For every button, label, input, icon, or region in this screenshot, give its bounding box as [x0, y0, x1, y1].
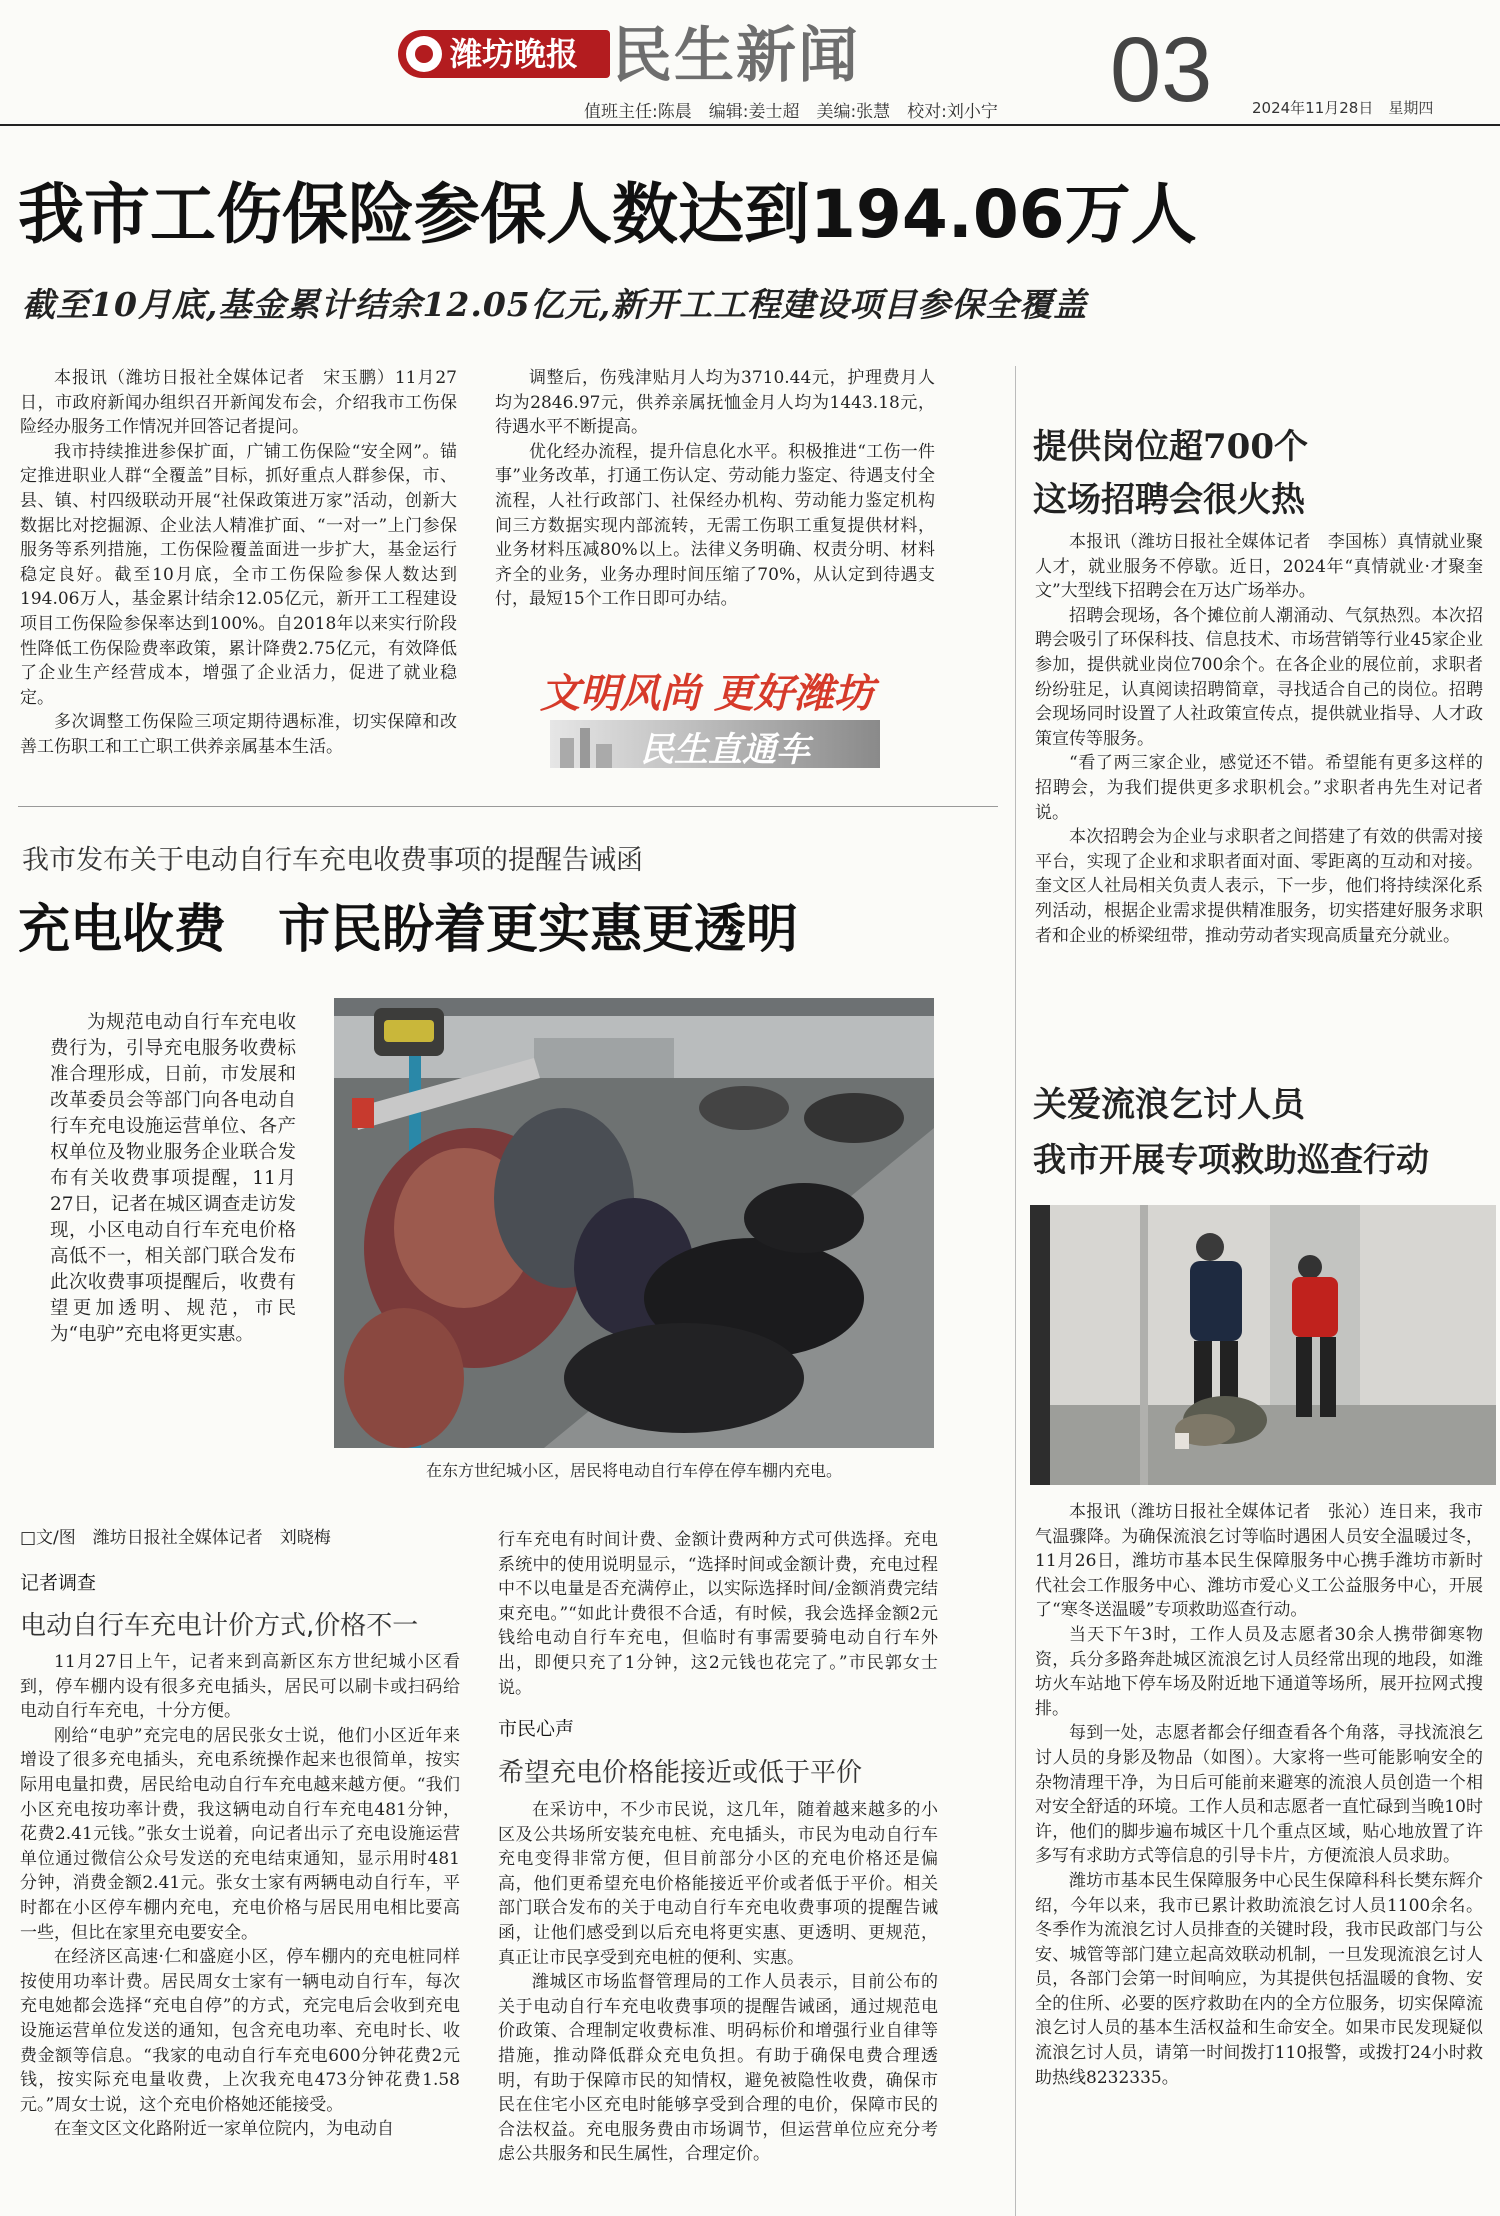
editor-credits: 值班主任:陈晨 编辑:姜士超 美编:张慧 校对:刘小宁	[584, 102, 998, 122]
ebike-column-2a	[498, 1528, 938, 1698]
paragraph: 潍坊市基本民生保障服务中心民生保障科科长樊东辉介绍，今年以来，我市已累计救助流浪乞讨人员1100余名。冬季作为流浪乞讨人员排查的关键时段，我市民政部门与公安、城管等部门建立起高效联动机制，一旦发现流浪乞讨人员，各部门会第一时间响应，为其提供包括温暖的食物、安全的住所、必要的医疗救助在内的全方位服务，切实保障流浪乞讨人员的基本生活权益和生命安全。如果市民发现疑似流浪乞讨人员，请第一时间拨打110报警，或拨打24小时救助热线8232335。	[1035, 1870, 1483, 2088]
subsection-title-hope: 希望充电价格能接近或低于平价	[498, 1758, 863, 1788]
lead-subhead: 截至10月底,基金累计结余12.05亿元,新开工工程建设项目参保全覆盖	[22, 285, 1088, 324]
paragraph: 优化经办流程，提升信息化水平。积极推进“工伤一件事”业务改革，打通工伤认定、劳动能力鉴定、待遇支付全流程，人社行政部门、社保经办机构、劳动能力鉴定机构间三方数据实现内部流转，无需工伤职工重复提供材料，业务材料压减80%以上。法律义务明确、权责分明、材料齐全的业务，业务办理时间压缩了70%，从认定到待遇支付，最短15个工作日即可办结。	[495, 441, 935, 610]
rescue-body	[1035, 1500, 1483, 2214]
paragraph: “看了两三家企业，感觉还不错。希望能有更多这样的招聘会，为我们提供更多求职机会。”求职者冉先生对记者说。	[1035, 753, 1483, 823]
paragraph: 招聘会现场，各个摊位前人潮涌动、气氛热烈。本次招聘会吸引了环保科技、信息技术、市场营销等行业45家企业参加，提供就业岗位700余个。在各企业的展位前，求职者纷纷驻足，认真阅读招聘简章，寻找适合自己的岗位。招聘会现场同时设置了人社政策宣传点，提供就业指导、人才政策宣传等服务。	[1035, 605, 1483, 749]
logo-mark-icon	[406, 36, 442, 72]
paragraph: 当天下午3时，工作人员及志愿者30余人携带御寒物资，兵分多路奔赴城区流浪乞讨人员经常出现的地段，如潍坊火车站地下停车场及附近地下通道等场所，展开拉网式搜排。	[1035, 1624, 1483, 1719]
masthead-rule	[0, 124, 1500, 126]
paragraph: 本次招聘会为企业与求职者之间搭建了有效的供需对接平台，实现了企业和求职者面对面、零距离的互动和对接。奎文区人社局相关负责人表示，下一步，他们将持续深化系列活动，根据企业需求提供精准服务，切实搭建好服务求职者和企业的桥梁纽带，推动劳动者实现高质量充分就业。	[1035, 827, 1483, 946]
photo-illustration	[1030, 1205, 1496, 1485]
paragraph: 本报讯（潍坊日报社全媒体记者 宋玉鹏）11月27日，市政府新闻办组织召开新闻发布会，介绍我市工伤保险经办服务工作情况并回答记者提问。	[20, 368, 457, 438]
paragraph: 我市持续推进参保扩面，广铺工伤保险“安全网”。锚定推进职业人群“全覆盖”目标，抓好重点人群参保，市、县、镇、村四级联动开展“社保政策进万家”活动，创新大数据比对挖掘源、企业法人精准扩面、“一对一”上门参保服务等系列措施，工伤保险覆盖面进一步扩大，基金运行稳定良好。截至10月底，全市工伤保险参保人数达到194.06万人，基金累计结余12.05亿元，新开工工程建设项目工伤保险参保率达到100%。自2018年以来实行阶段性降低工伤保险费率政策，累计降费2.75亿元，有效降低了企业生产经营成本，增强了企业活力，促进了就业稳定。	[20, 441, 457, 708]
tag-reporter-survey: 记者调查	[20, 1572, 97, 1594]
banner-slogan: 文明风尚 更好潍坊	[540, 671, 874, 717]
jobfair-title-line1: 提供岗位超700个	[1033, 427, 1308, 467]
paragraph: 刚给“电驴”充完电的居民张女士说，他们小区近年来增设了很多充电插头，充电系统操作起来也很简单，按实际用电量扣费，居民给电动自行车充电越来越方便。“我们小区充电按功率计费，我这辆电动自行车充电481分钟，花费2.41元钱。”张女士说着，向记者出示了充电设施运营单位通过微信公众号发送的充电结束通知，显示用时481分钟，消费金额2.41元。张女士家有两辆电动自行车，平时都在小区停车棚内充电，充电价格与居民用电相比要高一些，但比在家里充电要安全。	[20, 1725, 460, 1943]
issue-date: 2024年11月28日 星期四	[1252, 99, 1434, 117]
paragraph: 每到一处，志愿者都会仔细查看各个角落，寻找流浪乞讨人员的身影及物品（如图）。大家将一些可能影响安全的杂物清理干净，为日后可能前来避寒的流浪人员创造一个相对安全舒适的环境。工作人员和志愿者一直忙碌到当晚10时许，他们的脚步遍布城区十几个重点区域，贴心地放置了许多写有求助方式等信息的引导卡片，方便流浪人员求助。	[1035, 1723, 1483, 1867]
column-divider	[1015, 366, 1016, 2216]
paragraph: 本报讯（潍坊日报社全媒体记者 张沁）连日来，我市气温骤降。为确保流浪乞讨等临时遇困人员安全温暖过冬，11月26日，潍坊市基本民生保障服务中心携手潍坊市新时代社会工作服务中心、潍坊市爱心义工公益服务中心，开展了“寒冬送温暖”专项救助巡查行动。	[1035, 1502, 1483, 1621]
civility-banner	[520, 662, 920, 772]
paragraph: 调整后，伤残津贴月人均为3710.44元，护理费月人均为2846.97元，供养亲属抚恤金月人均为1443.18元，待遇水平不断提高。	[495, 368, 935, 438]
banner-column-name: 民生直通车	[640, 730, 810, 770]
lead-column-1	[20, 366, 457, 776]
paragraph: 多次调整工伤保险三项定期待遇标准，切实保障和改善工伤职工和工亡职工供养亲属基本生活。	[20, 712, 457, 757]
paragraph: 在采访中，不少市民说，这几年，随着越来越多的小区及公共场所安装充电桩、充电插头，市民为电动自行车充电变得非常方便，但目前部分小区的充电价格还是偏高，他们更希望充电价格能接近平价或者低于平价。相关部门联合发布的关于电动自行车充电收费事项的提醒告诫函，让他们感受到以后充电将更实惠、更透明、更规范，真正让市民享受到充电桩的便利、实惠。	[498, 1800, 938, 1968]
paragraph: 本报讯（潍坊日报社全媒体记者 李国栋）真情就业聚人才，就业服务不停歇。近日，2024年“真情就业·才聚奎文”大型线下招聘会在万达广场举办。	[1035, 532, 1483, 602]
paragraph: 行车充电有时间计费、金额计费两种方式可供选择。充电系统中的使用说明显示，“选择时间或金额计费，充电过程中不以电量是否充满停止，以实际选择时间/金额消费完结束充电。”“如此计费很不合适，有时候，我会选择金额2元钱给电动自行车充电，但临时有事需要骑电动自行车外出，即便只充了1分钟，这2元钱也花完了。”市民郭女士说。	[498, 1530, 938, 1698]
subsection-title-pricing: 电动自行车充电计价方式,价格不一	[20, 1611, 419, 1641]
paragraph: 在奎文区文化路附近一家单位院内，为电动自	[54, 2119, 394, 2140]
ebike-intro	[50, 1010, 296, 1465]
skyline-graphic	[550, 720, 880, 768]
lead-headline: 我市工伤保险参保人数达到194.06万人	[18, 176, 1197, 253]
paragraph: 潍城区市场监督管理局的工作人员表示，目前公布的关于电动自行车充电收费事项的提醒告诫函，通过规范电价政策、合理制定收费标准、明码标价和增强行业自律等措施，推动降低群众充电负担。有助于确保电费合理透明，有助于保障市民的知情权，避免被隐性收费，确保市民在住宅小区充电时能够享受到合理的电价，保障市民的合法权益。充电服务费由市场调节，但运营单位应充分考虑公共服务和民生属性，合理定价。	[498, 1972, 938, 2165]
intro-paragraph: 为规范电动自行车充电收费行为，引导充电服务收费标准合理形成，日前，市发展和改革委员会等部门向各电动自行车充电设施运营单位、各产权单位及物业服务企业联合发布有关收费事项提醒，11月27日，记者在城区调查走访发现，小区电动自行车充电价格高低不一，相关部门联合发布此次收费事项提醒后，收费有望更加透明、规范，市民为“电驴”充电将更实惠。	[50, 1012, 296, 1345]
ebike-shed-photo	[334, 998, 934, 1448]
rescue-photo	[1030, 1205, 1496, 1485]
jobfair-body	[1035, 530, 1483, 1025]
section-title: 民生新闻	[612, 21, 860, 91]
photo-caption: 在东方世纪城小区，居民将电动自行车停在停车棚内充电。	[426, 1461, 843, 1480]
rescue-title-line2: 我市开展专项救助巡查行动	[1033, 1140, 1429, 1179]
ebike-headline: 充电收费 市民盼着更实惠更透明	[18, 900, 799, 960]
section-rule	[18, 806, 998, 807]
newspaper-logo	[398, 30, 610, 78]
tag-citizen-voice: 市民心声	[498, 1718, 575, 1740]
paragraph: 11月27日上午，记者来到高新区东方世纪城小区看到，停车棚内设有很多充电插头，居民可以刷卡或扫码给电动自行车充电，十分方便。	[20, 1652, 460, 1722]
lead-column-2	[495, 366, 935, 636]
ebike-byline: □文/图 潍坊日报社全媒体记者 刘晓梅	[20, 1528, 331, 1548]
photo-illustration	[334, 998, 934, 1448]
logo-text: 潍坊晚报	[450, 35, 579, 73]
rescue-title-line1: 关爱流浪乞讨人员	[1033, 1085, 1305, 1125]
ebike-column-2b	[498, 1798, 938, 2214]
paragraph: 在经济区高速·仁和盛庭小区，停车棚内的充电桩同样按使用功率计费。居民周女士家有一辆电动自行车，每次充电她都会选择“充电自停”的方式，充完电后会收到充电设施运营单位发送的通知，包含充电功率、充电时长、收费金额等信息。“我家的电动自行车充电600分钟花费2元钱，按实际充电量收费，上次我充电473分钟花费1.58元。”周女士说，这个充电价格她还能接受。	[20, 1947, 460, 2115]
ebike-kicker: 我市发布关于电动自行车充电收费事项的提醒告诫函	[22, 845, 643, 876]
page-number: 03	[1110, 19, 1213, 121]
jobfair-title-line2: 这场招聘会很火热	[1033, 480, 1305, 520]
ebike-column-1	[20, 1650, 460, 2214]
